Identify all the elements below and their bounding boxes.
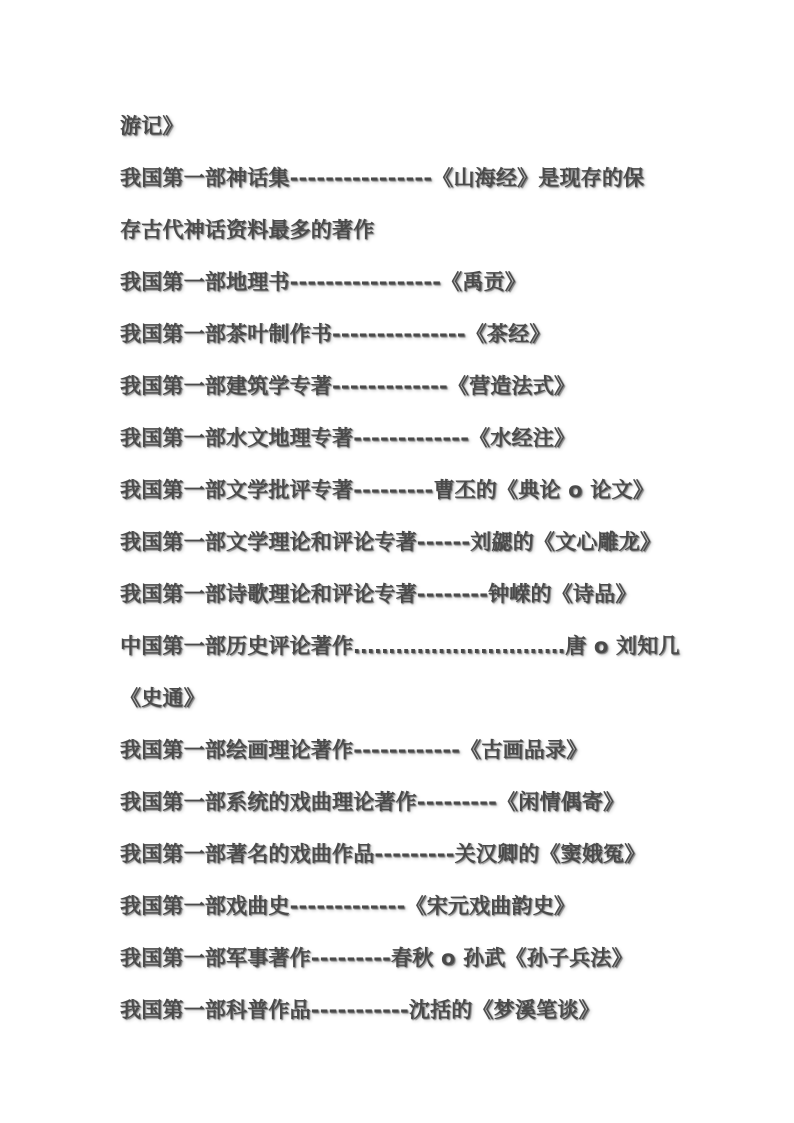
text-line: 我国第一部科普作品-----------沈括的《梦溪笔谈》 (120, 998, 600, 1022)
text-line: 我国第一部诗歌理论和评论专著--------钟嵘的《诗品》 (120, 582, 637, 606)
text-line: 我国第一部茶叶制作书---------------《茶经》 (120, 322, 551, 346)
text-line: 存古代神话资料最多的著作 (120, 218, 375, 242)
text-line: 我国第一部神话集----------------《山海经》是现存的保 (120, 166, 645, 190)
text-line: 我国第一部文学批评专著---------曹丕的《典论 o 论文》 (120, 478, 654, 502)
text-line: 我国第一部文学理论和评论专著------刘勰的《文心雕龙》 (120, 530, 662, 554)
text-line: 我国第一部地理书-----------------《禹贡》 (120, 270, 526, 294)
text-line: 我国第一部绘画理论著作------------《古画品录》 (120, 738, 588, 762)
text-line: 我国第一部水文地理专著-------------《水经注》 (120, 426, 576, 450)
text-block (120, 106, 700, 1042)
text-line: 我国第一部著名的戏曲作品---------关汉卿的《窦娥冤》 (120, 842, 646, 866)
text-line: 我国第一部军事著作---------春秋 o 孙武《孙子兵法》 (120, 946, 633, 970)
text-line: 《史通》 (120, 686, 205, 710)
text-line: 我国第一部系统的戏曲理论著作---------《闲情偶寄》 (120, 790, 625, 814)
text-line: 中国第一部历史评论著作…………………………唐 o 刘知几 (120, 634, 680, 658)
text-line: 我国第一部戏曲史-------------《宋元戏曲韵史》 (120, 894, 576, 918)
text-line: 游记》 (120, 114, 184, 138)
text-line: 我国第一部建筑学专著-------------《营造法式》 (120, 374, 576, 398)
